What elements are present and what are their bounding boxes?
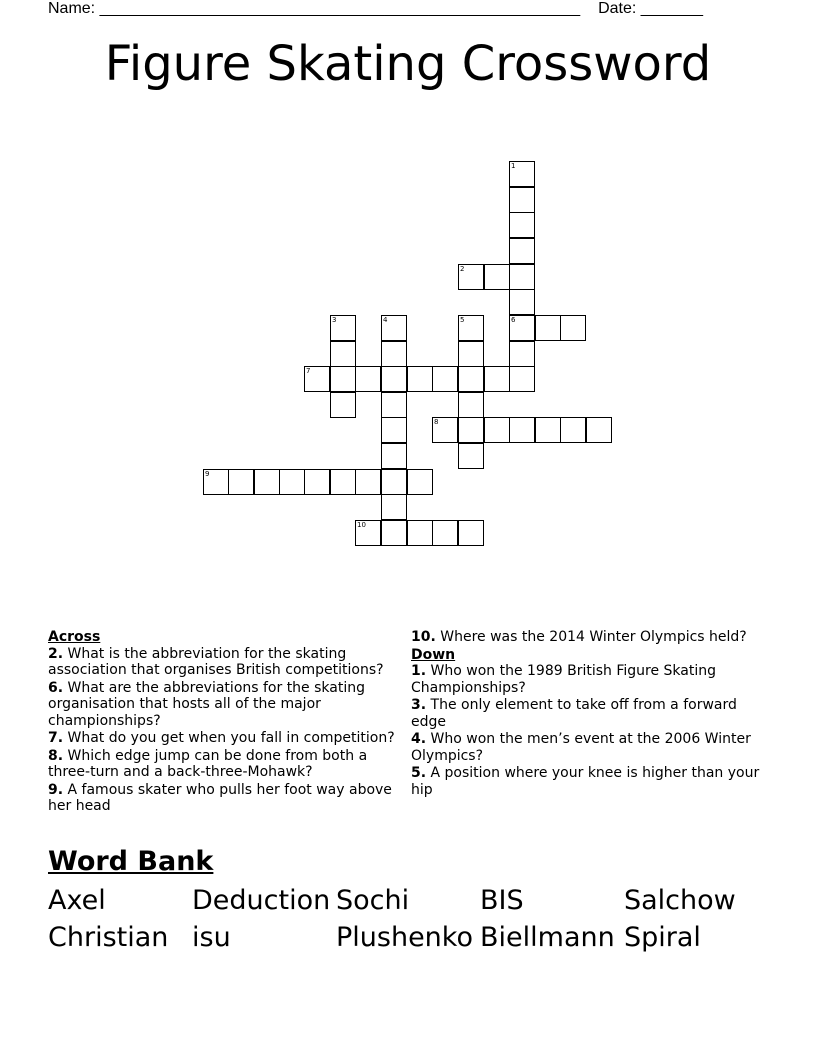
- crossword-cell[interactable]: [535, 315, 561, 341]
- clue-number: 5.: [411, 765, 427, 781]
- crossword-cell[interactable]: [279, 469, 305, 495]
- down-clue: [411, 697, 771, 730]
- clue-number: 8.: [48, 747, 64, 764]
- clue-number: 7.: [48, 730, 64, 746]
- across-clue: [48, 782, 398, 815]
- down-heading: Down: [411, 646, 456, 663]
- word-bank-word: Sochi: [336, 885, 410, 916]
- word-bank-word: Plushenko: [336, 922, 473, 953]
- clues-left-column: [48, 629, 398, 816]
- crossword-cell[interactable]: [458, 315, 484, 341]
- crossword-cell[interactable]: [381, 520, 407, 546]
- crossword-cell[interactable]: [304, 469, 330, 495]
- clue-text: What are the abbreviations for the skating organisation that hosts all of the major championships?: [48, 679, 365, 729]
- clue-text: Who won the men’s event at the 2006 Winter Olympics?: [411, 731, 751, 764]
- clue-number: 2.: [48, 645, 64, 662]
- crossword-cell[interactable]: [509, 238, 535, 264]
- crossword-cell[interactable]: [381, 443, 407, 469]
- crossword-cell[interactable]: [458, 341, 484, 367]
- cell-number: 10: [357, 521, 366, 529]
- cell-number: 2: [460, 265, 465, 273]
- word-bank-word: Axel: [48, 885, 106, 916]
- across-heading: Across: [48, 629, 101, 645]
- cell-number: 7: [306, 367, 311, 375]
- crossword-cell[interactable]: [458, 520, 484, 546]
- crossword-cell[interactable]: [330, 469, 356, 495]
- crossword-cell[interactable]: [355, 520, 381, 546]
- clue-text: What is the abbreviation for the skating association that organises British competitions?: [48, 645, 384, 678]
- crossword-cell[interactable]: [381, 494, 407, 520]
- crossword-cell[interactable]: [535, 417, 561, 443]
- down-clue: [411, 765, 771, 798]
- clue-text: A famous skater who pulls her foot way above her head: [48, 781, 392, 814]
- word-bank-word: isu: [192, 922, 231, 953]
- crossword-cell[interactable]: [407, 469, 433, 495]
- name-field[interactable]: Name: ______________________________________________________: [48, 0, 581, 17]
- crossword-cell[interactable]: [458, 392, 484, 418]
- clues-right-column: [411, 629, 771, 799]
- word-bank-word: BIS: [480, 885, 524, 916]
- word-bank-word: Deduction: [192, 885, 331, 916]
- crossword-cell[interactable]: [509, 289, 535, 315]
- clue-number: 3.: [411, 697, 427, 713]
- word-bank-word: Spiral: [624, 922, 701, 953]
- crossword-cell[interactable]: [458, 264, 484, 290]
- crossword-cell[interactable]: [509, 366, 535, 392]
- crossword-cell[interactable]: [355, 469, 381, 495]
- across-clue: [48, 680, 398, 730]
- clue-number: 1.: [411, 663, 427, 679]
- word-bank-title: Word Bank: [48, 846, 214, 877]
- crossword-cell[interactable]: [381, 315, 407, 341]
- down-clue: [411, 663, 771, 696]
- crossword-cell[interactable]: [586, 417, 612, 443]
- page-title: Figure Skating Crossword: [104, 36, 712, 92]
- down-clue-list: [411, 663, 771, 798]
- crossword-cell[interactable]: [432, 417, 458, 443]
- cell-number: 8: [434, 418, 439, 426]
- crossword-cell[interactable]: [330, 366, 356, 392]
- crossword-cell[interactable]: [560, 315, 586, 341]
- crossword-cell[interactable]: [432, 520, 458, 546]
- crossword-cell[interactable]: [304, 366, 330, 392]
- crossword-cell[interactable]: [381, 392, 407, 418]
- crossword-cell[interactable]: [228, 469, 254, 495]
- across-clue: [48, 646, 398, 679]
- clue-text: A position where your knee is higher than your hip: [411, 765, 760, 798]
- word-bank-word: Christian: [48, 922, 169, 953]
- cell-number: 6: [511, 316, 516, 324]
- crossword-cell[interactable]: [407, 520, 433, 546]
- clue-number: 10.: [411, 629, 436, 645]
- crossword-cell[interactable]: [203, 469, 229, 495]
- crossword-cell[interactable]: [509, 341, 535, 367]
- crossword-cell[interactable]: [509, 264, 535, 290]
- crossword-cell[interactable]: [381, 366, 407, 392]
- across-clue: [48, 748, 398, 781]
- crossword-cell[interactable]: [509, 161, 535, 187]
- word-bank-word: Biellmann: [480, 922, 615, 953]
- crossword-cell[interactable]: [509, 417, 535, 443]
- crossword-cell[interactable]: [330, 392, 356, 418]
- word-bank-word: Salchow: [624, 885, 736, 916]
- word-bank-list: [48, 882, 768, 956]
- clue-text: Where was the 2014 Winter Olympics held?: [440, 629, 747, 645]
- cell-number: 5: [460, 316, 465, 324]
- across-clue-list: [48, 646, 398, 815]
- crossword-cell[interactable]: [509, 187, 535, 213]
- crossword-cell[interactable]: [484, 417, 510, 443]
- crossword-cell[interactable]: [458, 366, 484, 392]
- crossword-cell[interactable]: [484, 264, 510, 290]
- crossword-cell[interactable]: [381, 469, 407, 495]
- crossword-cell[interactable]: [330, 341, 356, 367]
- crossword-cell[interactable]: [458, 417, 484, 443]
- crossword-cell[interactable]: [458, 443, 484, 469]
- crossword-cell[interactable]: [407, 366, 433, 392]
- clue-text: Who won the 1989 British Figure Skating Championships?: [411, 663, 716, 696]
- clue-text: The only element to take off from a forward edge: [411, 697, 737, 730]
- clue-text: Which edge jump can be done from both a three-turn and a back-three-Mohawk?: [48, 747, 368, 780]
- clue-text: What do you get when you fall in competition?: [67, 730, 395, 746]
- cell-number: 9: [205, 470, 210, 478]
- cell-number: 4: [383, 316, 388, 324]
- clue-number: 6.: [48, 679, 64, 696]
- crossword-cell[interactable]: [355, 366, 381, 392]
- crossword-cell[interactable]: [432, 366, 458, 392]
- crossword-cell[interactable]: [254, 469, 280, 495]
- date-field[interactable]: Date: _______: [598, 0, 704, 17]
- crossword-cell[interactable]: [330, 315, 356, 341]
- cell-number: 3: [332, 316, 337, 324]
- crossword-cell[interactable]: [381, 341, 407, 367]
- crossword-cell[interactable]: [509, 212, 535, 238]
- down-clue: [411, 731, 771, 764]
- clue-number: 4.: [411, 731, 427, 747]
- crossword-cell[interactable]: [509, 315, 535, 341]
- crossword-cell[interactable]: [381, 417, 407, 443]
- across-clue: [411, 629, 771, 646]
- crossword-cell[interactable]: [560, 417, 586, 443]
- across-clue: [48, 730, 398, 747]
- clue-number: 9.: [48, 781, 64, 798]
- cell-number: 1: [511, 162, 516, 170]
- crossword-cell[interactable]: [484, 366, 510, 392]
